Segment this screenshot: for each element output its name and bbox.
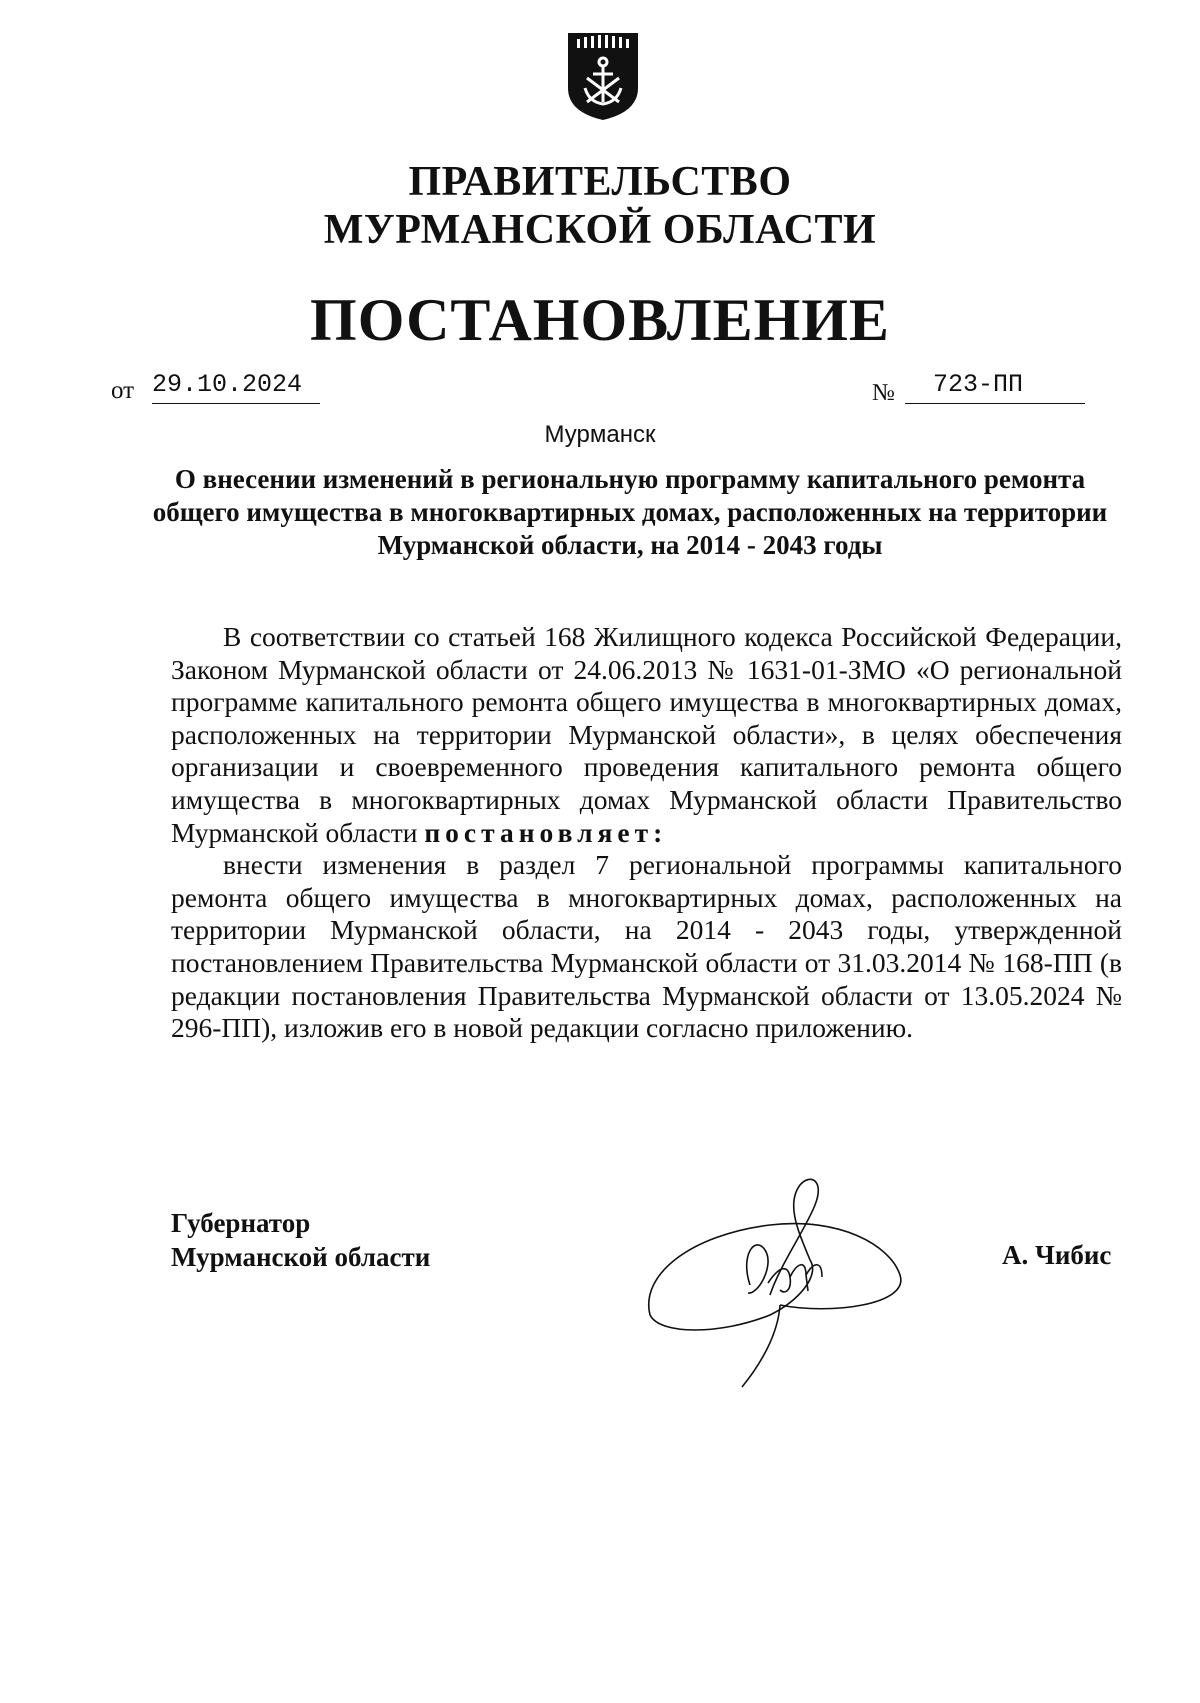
preamble-text: В соответствии со статьей 168 Жилищного кодекса Российской Федерации, Законом Мурманской области от 24.06.2013 № 1631-01-ЗМО «О региональной программе капитального ремонта общего имущества в многоквартирных домах, расположенных на территории Мурманской области», в целях обеспечения организации и своевременного проведения капитального ремонта общего имущества в многоквартирных домах Мурманской области Правительство Мурманской области [171,621,1122,848]
government-title-line1: ПРАВИТЕЛЬСТВО [408,159,792,205]
date-prefix: от [111,377,135,404]
city-name: Мурманск [544,421,656,448]
government-title-line2: МУРМАНСКОЙ ОБЛАСТИ [323,207,877,253]
signatory-position-line1: Губернатор [171,1208,311,1238]
document-number: 723-ПП [905,370,1085,404]
document-body [171,621,1122,1045]
number-prefix: № [872,380,895,406]
coat-of-arms-emblem [565,30,641,122]
signatory-position-line2: Мурманской области [171,1242,431,1272]
signature-icon [630,1165,930,1395]
document-date: 29.10.2024 [152,370,320,404]
emblem-icon [565,30,641,122]
government-title [0,158,1200,254]
body-paragraph-operative: внести изменения в раздел 7 региональной программы капитального ремонта общего имущества в многоквартирных домах, расположенных на территории Мурманской области, на 2014 - 2043 годы, утвержденной постановлением Правительства Мурманской области от 31.03.2014 № 168-ПП (в редакции постановления Правительства Мурманской области от 13.05.2024 № 296-ПП), изложив его в новой редакции согласно приложению. [171,849,1122,1044]
document-type-heading: ПОСТАНОВЛЕНИЕ [310,287,890,353]
document-subject: О внесении изменений в региональную программу капитального ремонта общего имущества в многоквартирных домах, расположенных на территории Мурманской области, на 2014 - 2043 годы [152,464,1108,560]
handwritten-signature [630,1165,930,1395]
signer-name: А. Чибис [1002,1240,1112,1270]
body-paragraph-preamble [171,621,1122,849]
signatory-position [171,1206,430,1274]
decree-word: постановляет: [424,816,668,848]
